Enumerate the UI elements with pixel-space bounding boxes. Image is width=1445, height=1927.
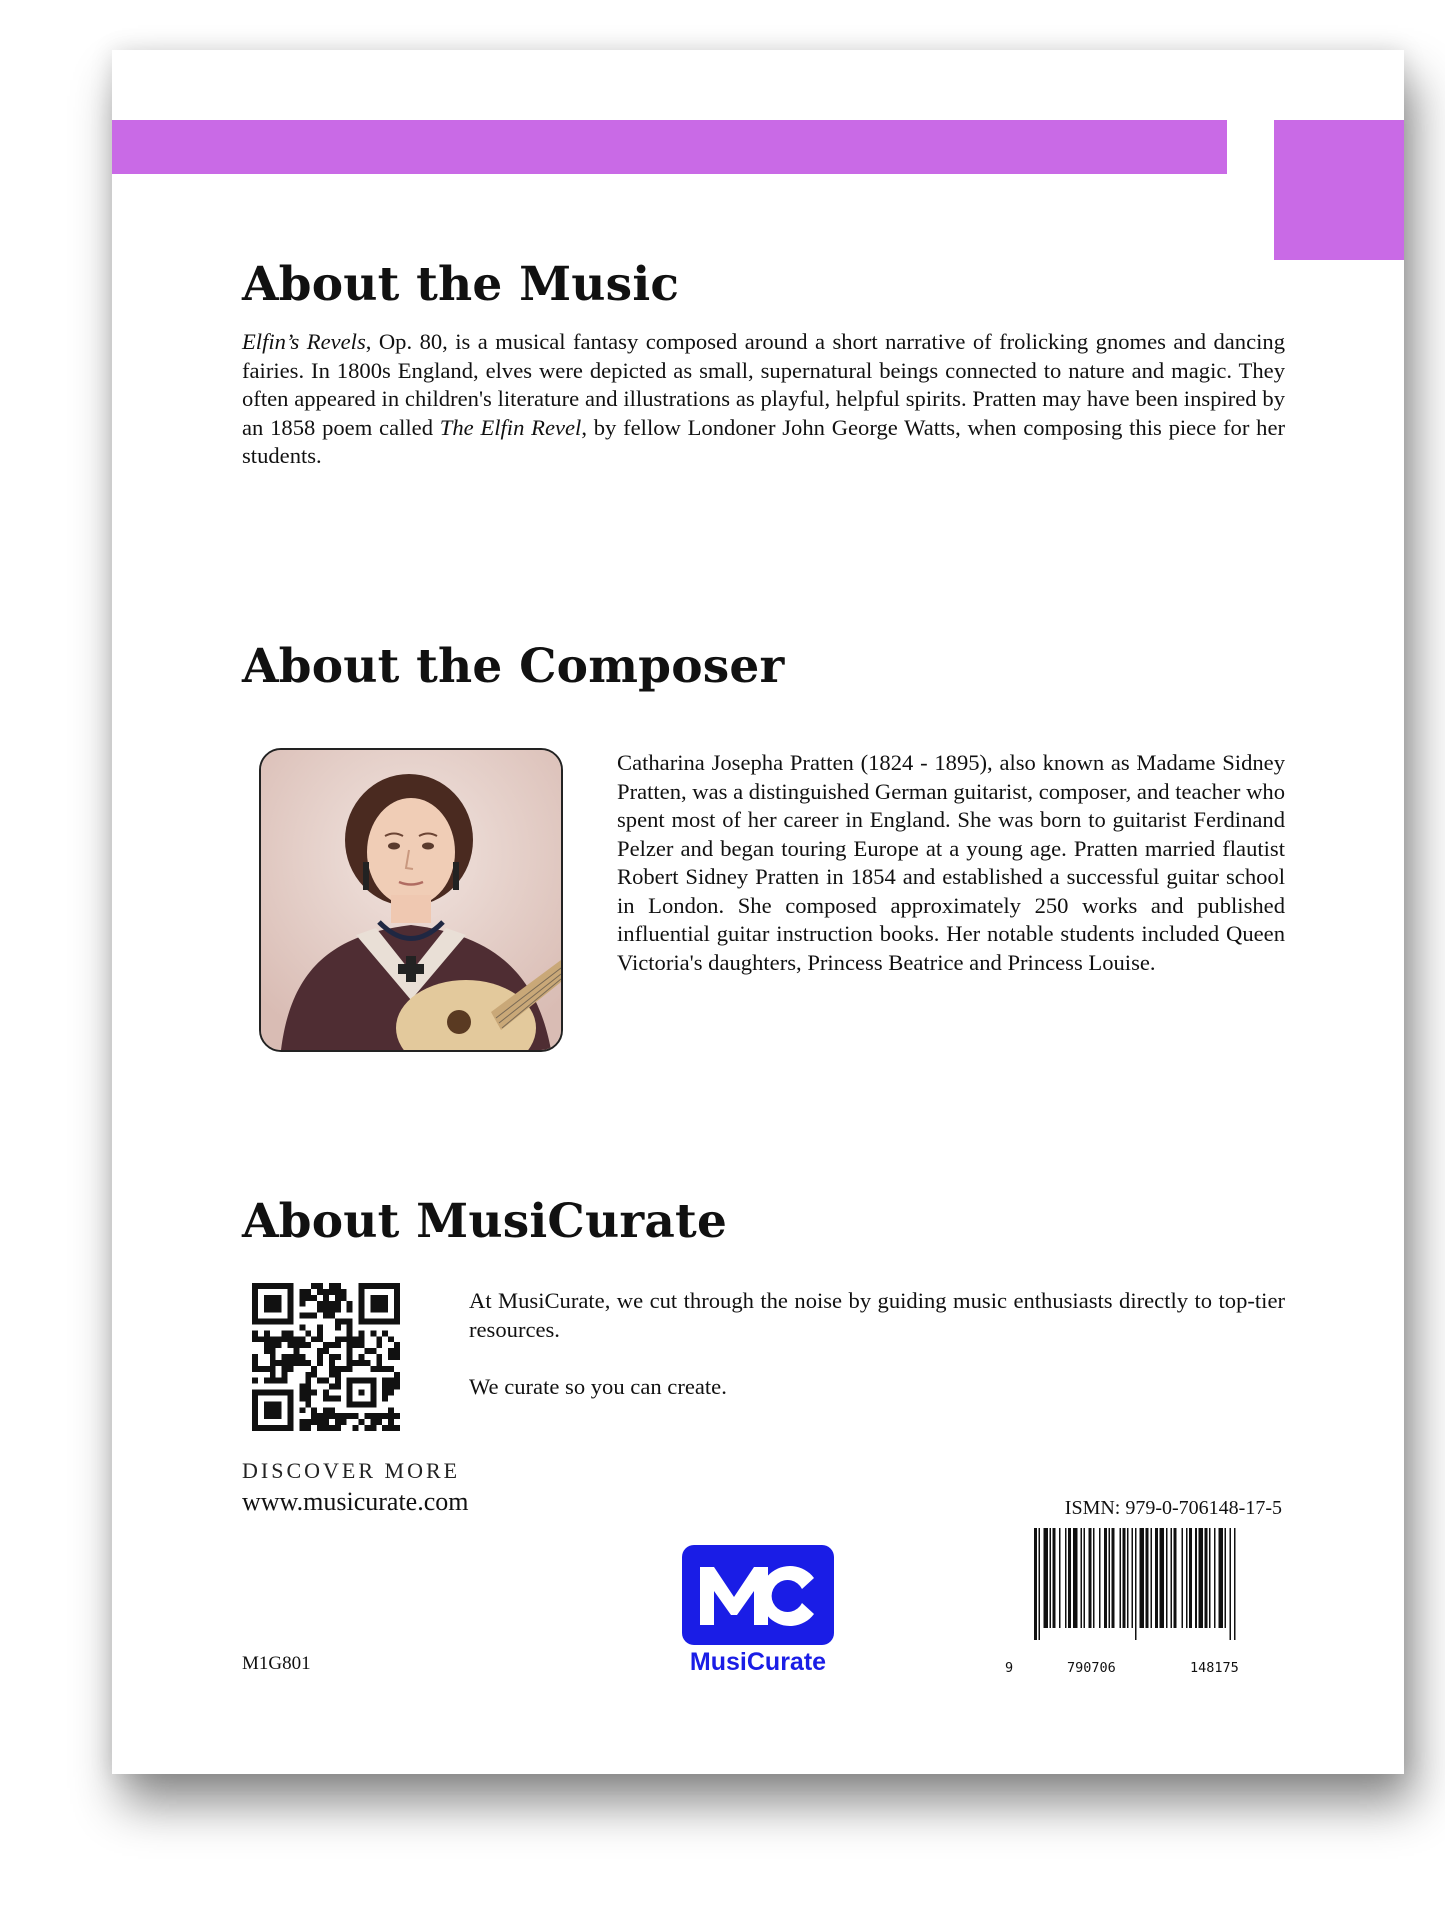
discover-more-label: DISCOVER MORE	[242, 1458, 461, 1483]
musicurate-description	[469, 1287, 1285, 1401]
accent-band	[112, 120, 1227, 174]
music-description	[242, 328, 1285, 471]
barcode-right-digits: 148175	[1190, 1660, 1239, 1676]
barcode-icon	[1032, 1528, 1282, 1666]
musicurate-tagline: We curate so you can create.	[469, 1373, 727, 1399]
composer-bio: Catharina Josepha Pratten (1824 - 1895), also known as Madame Sidney Pratten, was a distinguished German guitarist, composer, and teacher who spent most of her career in England. She was born to guitarist Ferdinand Pelzer and began touring Europe at a young age. Pratten married flautist Robert Sidney Pratten in 1854 and established a successful guitar school in London. She composed approximately 250 works and published influential guitar instruction books. Her notable students included Queen Victoria's daughters, Princess Beatrice and Princess Louise.	[617, 750, 1285, 975]
composer-portrait	[259, 748, 563, 1052]
barcode-prefix-digit: 9	[1005, 1660, 1014, 1676]
brand-name: MusiCurate	[689, 1648, 827, 1676]
website-link[interactable]: www.musicurate.com	[242, 1487, 469, 1516]
ismn-number: ISMN: 979-0-706148-17-5	[1064, 1497, 1282, 1519]
work-title: Elfin’s Revels	[242, 329, 366, 354]
composer-heading: About the Composer	[242, 639, 785, 694]
musicurate-text: At MusiCurate, we cut through the noise by guiding music enthusiasts directly to top-tier resources.	[469, 1288, 1285, 1342]
music-text-end: , by fellow Londoner John George Watts, when composing this piece for her students.	[242, 414, 1285, 468]
music-heading: About the Music	[242, 257, 680, 312]
qr-code-icon[interactable]	[252, 1283, 400, 1431]
barcode-left-digits: 790706	[1067, 1660, 1116, 1676]
accent-square	[1274, 120, 1404, 260]
product-code: M1G801	[242, 1653, 311, 1674]
back-cover-page	[112, 50, 1404, 1774]
musicurate-heading: About MusiCurate	[242, 1194, 728, 1249]
music-text: , Op. 80, is a musical fantasy composed around a short narrative of frolicking gnomes and dancing fairies. In 1800s England, elves were depicted as small, supernatural beings connected to nature and magic. They often appeared in children's literature and illustrations as playful, helpful spirits. Pratten may have been inspired by an 1858 poem called	[242, 329, 1285, 440]
mc-logo-icon	[682, 1545, 834, 1645]
poem-title: The Elfin Revel	[439, 414, 582, 440]
